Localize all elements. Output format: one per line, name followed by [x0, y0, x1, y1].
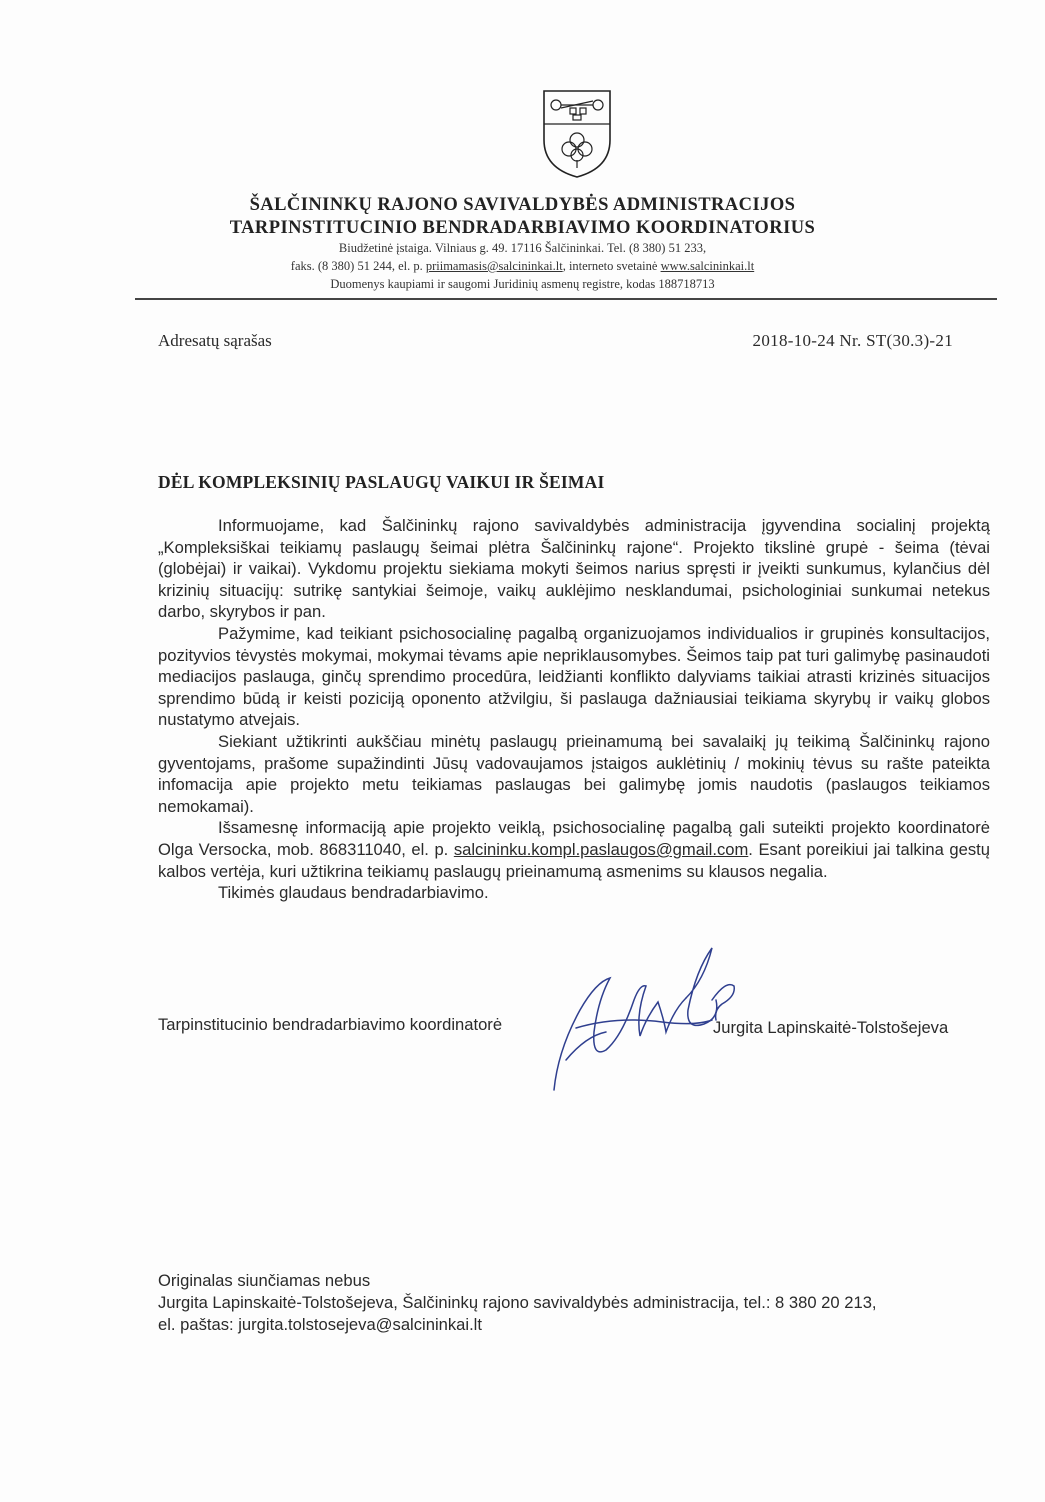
footer-contact-person: Jurgita Lapinskaitė-Tolstošejeva, Šalčininkų rajono savivaldybės administracija, tel.: 8 380 20 213, — [158, 1293, 877, 1312]
contact-fax-text: faks. (8 380) 51 244, el. p. — [290, 259, 426, 273]
organization-name-line2: TARPINSTITUCINIO BENDRADARBIAVIMO KOORDINATORIUS — [229, 218, 816, 238]
signatory-role: Tarpinstitucinio bendradarbiavimo koordinatorė — [158, 1015, 503, 1034]
document-reference: 2018-10-24 Nr. ST(30.3)-21 — [752, 331, 953, 350]
coat-of-arms-icon — [540, 88, 614, 180]
body-paragraph-1: Informuojame, kad Šalčininkų rajono savivaldybės administracija įgyvendina socialinį projektą „Kompleksiškai teikiamų paslaugų šeimai plėtra Šalčininkų rajone“. Projekto tikslinė grupė - šeima (tėvai (globėjai) ir vaikai). Vykdomu projektu siekiama mokyti šeimos narius spręsti ir įveikti sunkumus, kylančius dėl krizinių situacijų: sutrikę santykiai šeimoje, vaikų auklėjimo nesklandumai, psichologiniai sunkumai netekus darbo, skyrybos ir pan. — [158, 516, 990, 622]
letter-body — [158, 515, 990, 904]
contact-email-link[interactable]: priimamasis@salcininkai.lt — [425, 259, 563, 273]
letter-footer — [158, 1270, 998, 1336]
addressee-label: Adresatų sąrašas — [158, 331, 272, 350]
body-paragraph-4-text: Išsamesnę informaciją apie projekto veiklą, psichosocialinę pagalbą gali suteikti projekto koordinatorė Olga Versocka, mob. 868311040, el. p. — [158, 818, 990, 859]
contact-line-address: Biudžetinė įstaiga. Vilniaus g. 49. 17116 Šalčininkai. Tel. (8 380) 51 233, — [338, 241, 707, 255]
signatory-name: Jurgita Lapinskaitė-Tolstošejeva — [713, 1018, 949, 1037]
header-divider — [135, 298, 997, 300]
body-paragraph-3: Siekiant užtikrinti aukščiau minėtų paslaugų prieinamumą bei savalaikį jų teikimą Šalčininkų rajono gyventojams, prašome supažindinti Jūsų vadovaujamos įstaigos auklėtinių / mokinių tėvus su rašte pateikta infomacija apie projekto metu teikiamas paslaugas bei galimybę jomis naudotis (paslaugos teikiamos nemokamai). — [158, 731, 990, 816]
footer-original-note: Originalas siunčiamas nebus — [158, 1271, 371, 1290]
body-paragraph-4-rest: . Esant poreikiui jai talkina gestų kalbos vertėja, kuri užtikrina teikiamų paslaugų prieinamumą asmenims su klausos negalia. — [158, 839, 990, 881]
letter-subject: DĖL KOMPLEKSINIŲ PASLAUGŲ VAIKUI IR ŠEIMAI — [158, 472, 605, 492]
organization-name-line1: ŠALČININKŲ RAJONO SAVIVALDYBĖS ADMINISTRACIJOS — [249, 195, 796, 215]
contact-website-label: , interneto svetainė — [562, 259, 661, 273]
body-paragraph-5: Tikimės glaudaus bendradarbiavimo. — [218, 883, 489, 903]
contact-website-link[interactable]: www.salcininkai.lt — [660, 259, 755, 273]
contact-line-registry: Duomenys kaupiami ir saugomi Juridinių asmenų registre, kodas 188718713 — [330, 277, 715, 291]
project-email-link[interactable]: salcininku.kompl.paslaugos@gmail.com — [453, 839, 749, 859]
contact-line-fax-email — [0, 259, 1045, 274]
footer-contact-email: el. paštas: jurgita.tolstosejeva@salcininkai.lt — [158, 1315, 482, 1334]
body-paragraph-4 — [158, 817, 990, 882]
body-paragraph-2: Pažymime, kad teikiant psichosocialinę pagalbą organizuojamos individualios ir grupinės konsultacijos, pozityvios tėvystės mokymai, mokymai tėvams apie nepriklausomybes. Šeimos taip pat turi galimybę pasinaudoti mediacijos paslauga, ginčų sprendimo procedūra, leidžianti konflikto dalyviams taikiai atrasti krizinės situacijos sprendimo būdą ir keisti poziciją oponento atžvilgiu, ši paslauga dažniausiai teikiama skyrybų ir vaikų globos nustatymo atvejais. — [158, 623, 990, 730]
